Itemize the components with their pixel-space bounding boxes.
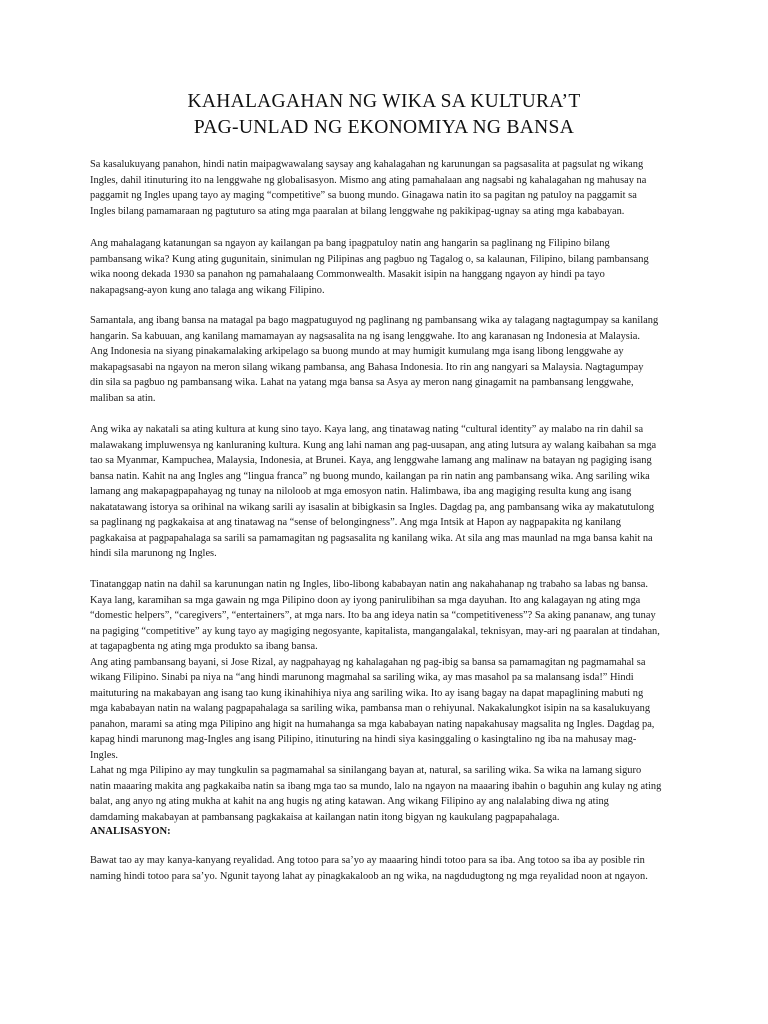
- text-line: maituturing na makabayan ang isang tao kung ikinahihiya niya ang sariling wika. Ito ay isang bagay na dapat mapaglining mabuti ng: [90, 687, 644, 699]
- paragraph-2: [90, 236, 690, 298]
- text-line: nakatatawang istorya sa orihinal na wikang sarili ay isasalin at bibigkasin sa Ingles. Dagdag pa, ang pambansang wika ay makatutulong: [90, 501, 655, 513]
- text-line: Samantala, ang ibang bansa na matagal pa bago magpatuguyod ng paglinang ng pambansang wika ay talagang nagtagumpay sa kanilang: [90, 315, 659, 326]
- text-line: Ingles.: [90, 749, 118, 761]
- text-line: sa paglinang ng pagkakaisa at ang tinatawag na “sense of belongingness”. Ang mga Intsik at Hapon ay nagpapakita ng kanilang: [90, 517, 621, 528]
- text-line: tao sa Myanmar, Kampuchea, Malaysia, Indonesia, at Brunei. Kaya, ang lenggwahe lamang ang malinaw na batayan ng pagiging isang: [90, 455, 652, 466]
- paragraph-5: [90, 577, 690, 825]
- text-line: Ang mahalagang katanungan sa ngayon ay kailangan pa bang ipagpatuloy natin ang hangarin sa paglinang ng Filipino bilang: [90, 238, 610, 249]
- text-line: Ingles bilang pamamaraan ng pagtuturo sa ating mga paaralan at bilang lenggwahe ng pakikipag-ugnay sa ating mga kababayan.: [90, 205, 625, 217]
- text-line: wikang Filipino. Sinabi pa niya na “ang hindi marunong magmahal sa sariling wika, ay mas masahol pa sa malansang isda!” Hindi: [90, 672, 634, 683]
- text-line: nakapagsang-ayon kung ano talaga ang wikang Filipino.: [90, 284, 325, 296]
- text-line: pambansang wika? Kung ating gugunitain, sinimulan ng Pilipinas ang pagbuo ng Tagalog o, sa kalaunan, Filipino, bilang pambansang: [90, 253, 649, 265]
- text-line: damdaming makabayan at pambansang pagkakaisa at kailangan natin itong bigyan ng kaukulang pagpapahalaga.: [90, 811, 560, 823]
- text-line: bansa natin. Kahit na ang Ingles ang “lingua franca” ng buong mundo, kailangan pa rin natin ang pambansang wika. Ang sariling wika: [90, 470, 650, 482]
- text-line: mga kababayan natin na walang pagpapahalaga sa sariling wika, pambansa man o rehiyunal. Nakakalungkot isipin na sa kasalukuyang: [90, 703, 651, 714]
- text-line: wika noong dekada 1930 sa panahon ng pamahalaang Commonwealth. Masakit isipin na hanggang ngayon ay hindi pa tayo: [90, 269, 605, 280]
- paragraph-4: [90, 422, 690, 562]
- text-line: hindi sila marunong ng Ingles.: [90, 548, 217, 559]
- text-line: makapagsasabi na ngayon na meron silang wikang pambansa, ang Bahasa Indonesia. Ito rin ang nangyari sa Malaysia. Nagtagumpay: [90, 361, 644, 373]
- text-line: balat, ang anyo ng ating mukha at kahit na ang hugis ng ating katawan. Ang wikang Filipino ay ang nalalabing diwa ng ating: [90, 796, 609, 807]
- text-line: Ingles, dahil itinuturing ito na lenggwahe ng globalisasyon. Mismo ang ating pamahalaan ang nagsabi ng kahalagahan ng mahusay na: [90, 174, 647, 186]
- analysis-paragraph: [90, 853, 690, 884]
- text-line: Ang ating pambansang bayani, si Jose Rizal, ay nagpahayag ng kahalagahan ng pag-ibig sa bansa sa pamamagitan ng pagmamahal sa: [90, 656, 646, 668]
- text-line: Bawat tao ay may kanya-kanyang reyalidad. Ang totoo para sa’yo ay maaaring hindi totoo para sa iba. Ang totoo sa iba ay posible rin: [90, 855, 645, 866]
- text-line: maliban sa atin.: [90, 392, 156, 404]
- text-line: naming hindi totoo para sa’yo. Ngunit tayong lahat ay pinagkakaloob an ng wika, na nagdudugtong ng mga reyalidad noon at ngayon.: [90, 870, 648, 882]
- text-line: Ang wika ay nakatali sa ating kultura at kung sino tayo. Kaya lang, ang tinatawag nating “cultural identity” ay malabo na rin dahil sa: [90, 424, 644, 435]
- text-line: Lahat ng mga Pilipino ay may tungkulin sa pagmamahal sa sinilangang bayan at, natural, sa sariling wika. Sa wika na lamang siguro: [90, 765, 642, 776]
- paragraph-3: [90, 313, 690, 406]
- text-line: “domestic helpers”, “caregivers”, “entertainers”, at mga nars. Ito ba ang ideya natin sa “competitiveness”? Sa aking pananaw, ang tunay: [90, 610, 656, 621]
- title-line-1: KAHALAGAHAN NG WIKA SA KULTURA’T: [187, 91, 581, 112]
- title-line-2: PAG-UNLAD NG EKONOMIYA NG BANSA: [193, 117, 575, 138]
- text-line: Ang Indonesia na siyang pinakamalaking arkipelago sa buong mundo at may humigit kumulang mga isang libong lenggwahe ay: [90, 346, 624, 357]
- text-line: hangarin. Sa kabuuan, ang kanilang mamamayan ay nagsasalita na ng isang lenggwahe. Ito ang karanasan ng Indonesia at Malaysia.: [90, 330, 640, 342]
- text-line: natin maaaring makita ang pagkakaiba natin sa ibang mga tao sa mundo, lalo na ngayon na maaaring ibahin o baguhin ang kulay ng ating: [90, 780, 662, 792]
- analysis-heading: ANALISASYON:: [90, 826, 171, 837]
- paragraph-1: [90, 157, 690, 219]
- text-line: paggamit ng Ingles upang tayo ay maging “competitive” sa buong mundo. Ginagawa natin ito sa pagitan ng patuloy na paggamit sa: [90, 190, 637, 201]
- text-line: Kaya lang, karamihan sa mga gawain ng mga Pilipino doon ay iyong panirulibihan sa mga dayuhan. Ito ang kalagayan ng ating mga: [90, 594, 641, 606]
- text-line: malawakang impluwensya ng kanluraning kultura. Kung ang lahi naman ang pag-uusapan, ang ating lutsura ay walang kaibahan sa mga: [90, 439, 657, 451]
- text-line: pagkakaisa at pagpapahalaga sa sarili sa pamamagitan ng pagsasalita ng kanilang wika. At sila ang mas maunlad na mga bansa kahit na: [90, 532, 653, 544]
- text-line: lamang ang makapagpapahayag ng tunay na niloloob at mga emosyon natin. Halimbawa, iba ang magiging resulta kung ang isang: [90, 486, 632, 497]
- text-line: Tinatanggap natin na dahil sa karunungan natin ng Ingles, libo-libong kababayan natin ang nakahahanap ng trabaho sa labas ng bansa.: [90, 579, 648, 590]
- text-line: kapag hindi marunong mag-Ingles ang isang Pilipino, itinuturing na hindi siya kasinggaling o kasingtalino ng iba na mahusay mag-: [90, 734, 637, 745]
- text-line: panahon, marami sa ating mga Pilipino ang higit na humahanga sa mga kababayan nating napakahusay magsalita ng Ingles. Dagdag pa,: [90, 718, 655, 730]
- text-line: din sila sa pagbuo ng pambansang wika. Lahat na yatang mga bansa sa Asya ay meron nang ginagamit na pambansang lenggwahe,: [90, 377, 634, 388]
- text-line: na pagiging “competitive” ay kung tayo ay magiging negosyante, kapitalista, mangangalakal, teknisyan, may-ari ng paaralan at tindahan,: [90, 625, 660, 637]
- text-line: Sa kasalukuyang panahon, hindi natin maipagwawalang saysay ang kahalagahan ng karunungan sa pagsasalita at pagsulat ng wikang: [90, 159, 644, 170]
- text-line: at tagapagbenta ng ating mga produkto sa ibang bansa.: [90, 641, 318, 652]
